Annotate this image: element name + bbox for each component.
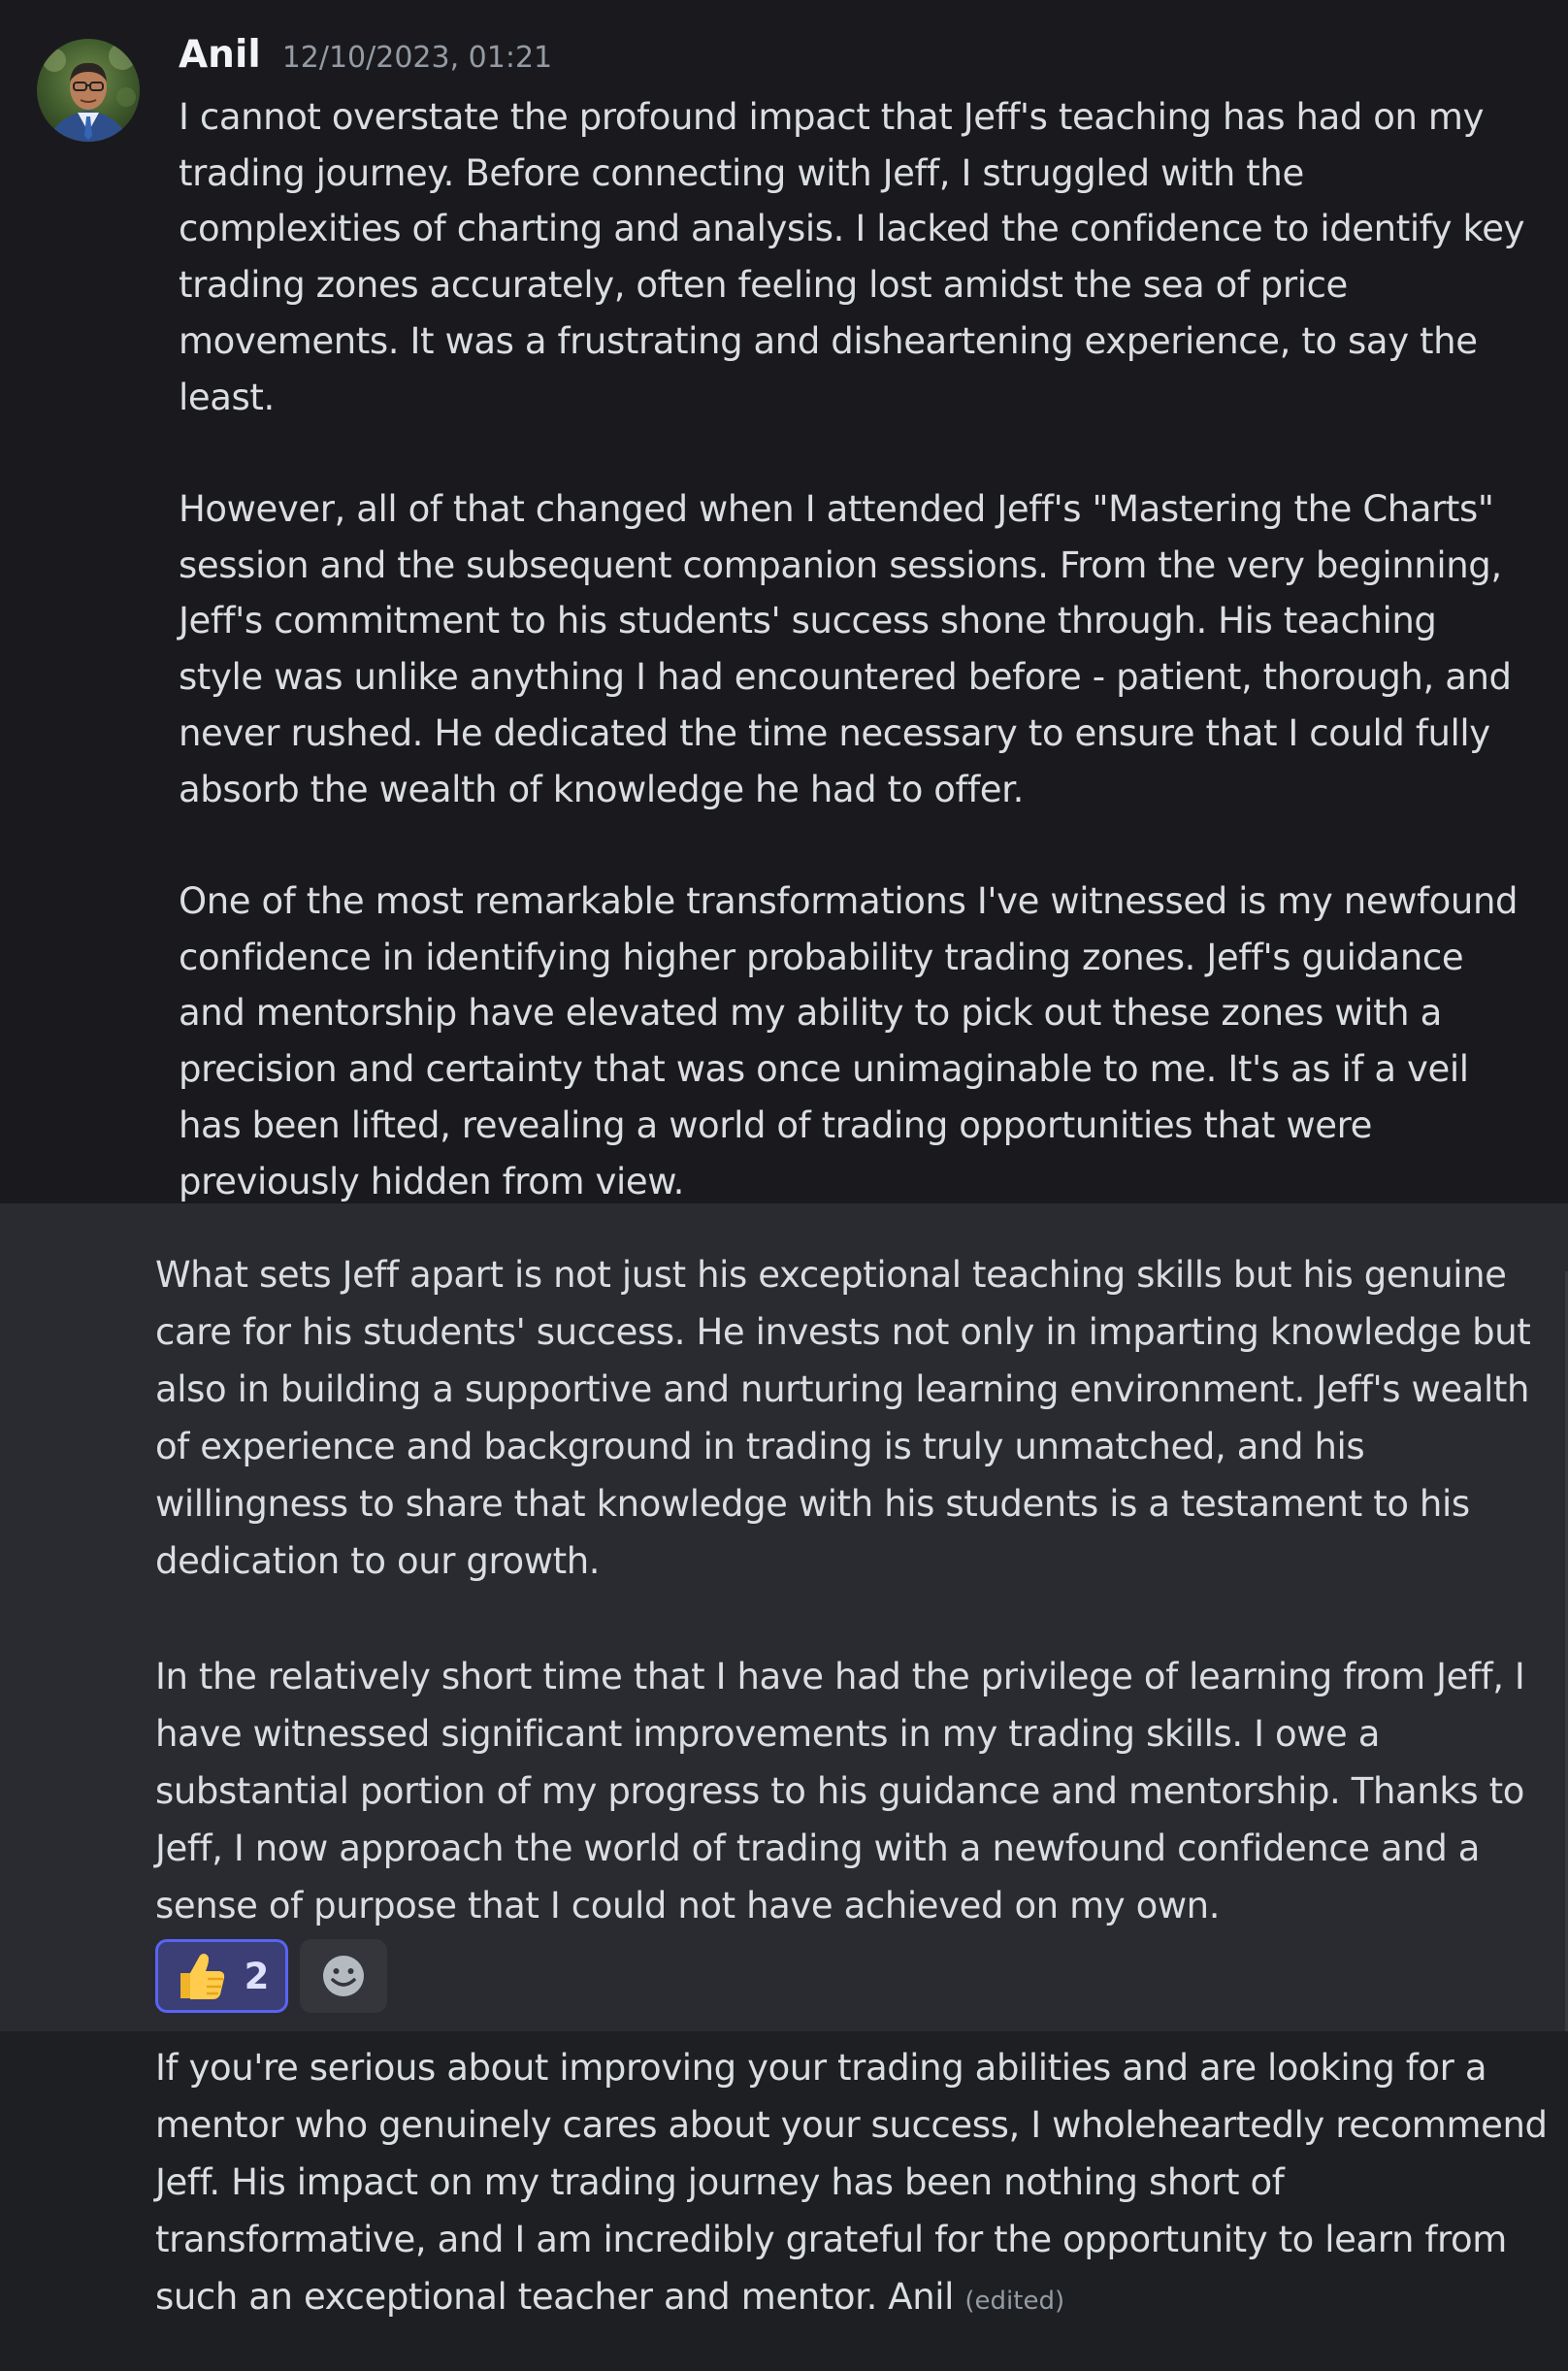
message-paragraph: I cannot overstate the profound impact that Jeff's teaching has had on my trading journey. Before connecting with Jeff, I struggled with the complexities of charting and analysis. I lacked the confidence to identify key trading zones accurately, often feeling lost amidst the sea of price movements. It was a frustrating and disheartening experience, to say the least. [179, 96, 1525, 418]
reaction-count: 2 [244, 1955, 270, 1997]
message-final-text: If you're serious about improving your trading abilities and are looking for a mentor who genuinely cares about your success, I wholeheartedly recommend Jeff. His impact on my trading journey has been nothing short of transformative, and I am incredibly grateful for the opportunity to learn from such an exceptional teacher and mentor. Anil [155, 2047, 1548, 2318]
message-paragraph: What sets Jeff apart is not just his exceptional teaching skills but his genuine care for his students' success. He invests not only in imparting knowledge but also in building a supportive and nurturing learning environment. Jeff's wealth of experience and background in trading is truly unmatched, and his willingness to share that knowledge with his students is a testament to his dedication to our growth. [155, 1254, 1531, 1582]
reaction-thumbs-up[interactable] [155, 1939, 288, 2013]
edited-label: (edited) [964, 2287, 1065, 2316]
avatar[interactable] [37, 39, 140, 142]
message-header [179, 33, 552, 91]
add-reaction-smiley-icon [321, 1954, 366, 1998]
message-paragraph [155, 2039, 1552, 2330]
message-final [0, 2031, 1568, 2371]
message-paragraph: In the relatively short time that I have had the privilege of learning from Jeff, I have witnessed significant improvements in my trading skills. I owe a substantial portion of my progress to his guidance and mentorship. Thanks to Jeff, I now approach the world of trading with a newfound confidence and a sense of purpose that I could not have achieved on my own. [155, 1656, 1525, 1926]
message-hovered[interactable] [0, 1203, 1568, 2031]
author-name[interactable]: Anil [179, 33, 261, 77]
message-timestamp[interactable]: 12/10/2023, 01:21 [281, 41, 553, 75]
message-paragraph: One of the most remarkable transformations I've witnessed is my newfound confidence in identifying higher probability trading zones. Jeff's guidance and mentorship have elevated my ability to pick out these zones with a precision and certainty that was once unimaginable to me. It's as if a veil has been lifted, revealing a world of trading opportunities that were previously hidden from view. [179, 880, 1519, 1202]
message-paragraph: However, all of that changed when I attended Jeff's "Mastering the Charts" session and the subsequent companion sessions. From the very beginning, Jeff's commitment to his students' success shone through. His teaching style was unlike anything I had encountered before - patient, thorough, and never rushed. He dedicated the time necessary to ensure that I could fully absorb the wealth of knowledge he had to offer. [179, 488, 1512, 810]
thumbs-up-icon [175, 1950, 227, 2002]
reaction-bar [155, 1939, 387, 2013]
add-reaction-button[interactable] [300, 1939, 387, 2013]
avatar-portrait-icon [37, 39, 140, 142]
